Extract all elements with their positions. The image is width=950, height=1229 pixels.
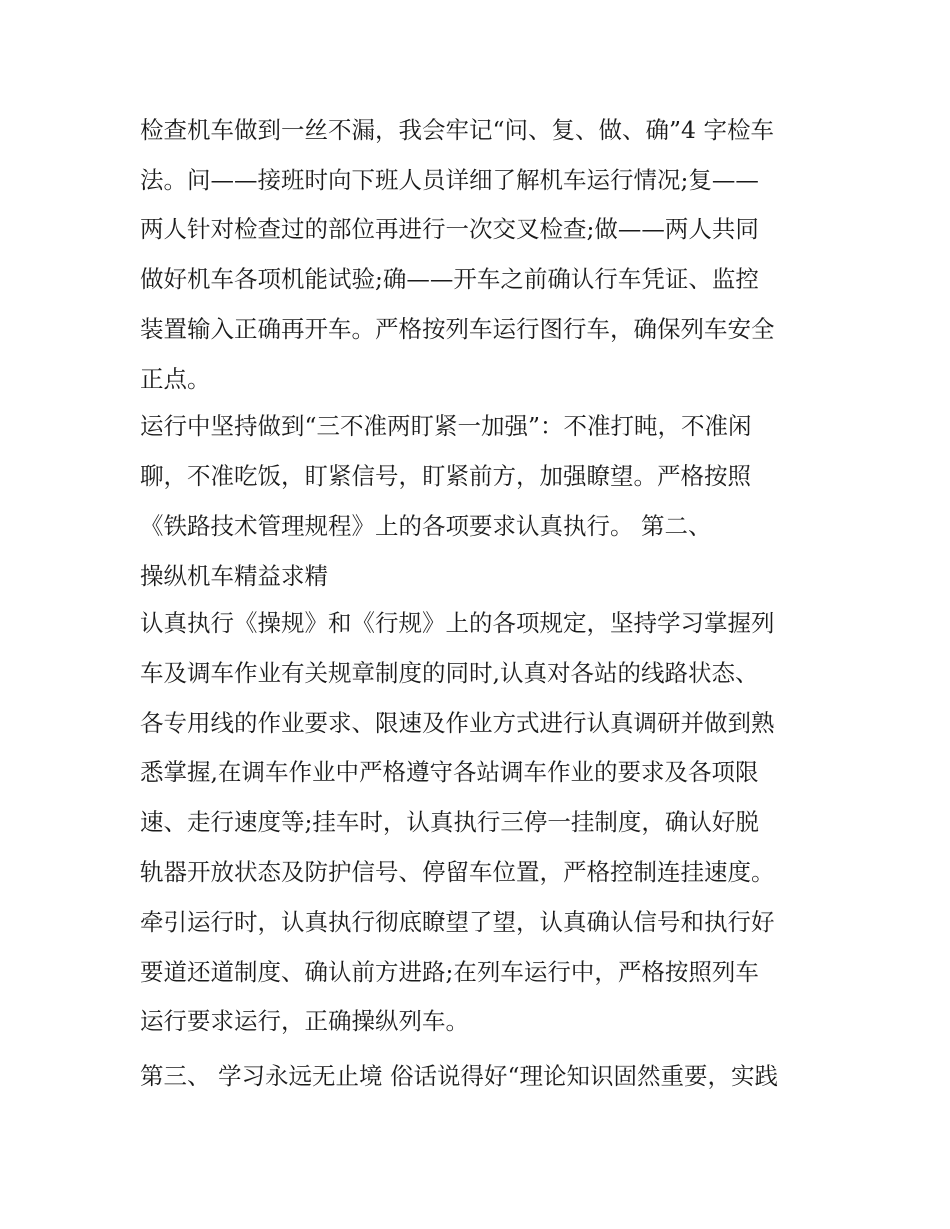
- text-line: 运行中坚持做到“三不准两盯紧一加强”：不准打盹，不准闲: [140, 412, 752, 440]
- section-heading: 操纵机车精益求精: [140, 562, 328, 590]
- text-line: 做好机车各项机能试验;确——开车之前确认行车凭证、监控: [140, 265, 759, 293]
- text-line: 速、走行速度等;挂车时，认真执行三停一挂制度，确认好脱: [140, 808, 759, 836]
- text-line: 《铁路技术管理规程》上的各项要求认真执行。 第二、: [140, 512, 712, 540]
- text-line: 要道还道制度、确认前方进路;在列车运行中，严格按照列车: [140, 958, 759, 986]
- text-line: 牵引运行时，认真执行彻底瞭望了望，认真确认信号和执行好: [140, 908, 775, 936]
- text-line: 各专用线的作业要求、限速及作业方式进行认真调研并做到熟: [140, 709, 775, 737]
- text-line: 运行要求运行，正确操纵列车。: [140, 1007, 469, 1035]
- text-line: 认真执行《操规》和《行规》上的各项规定，坚持学习掌握列: [140, 609, 775, 637]
- text-line: 聊，不准吃饭，盯紧信号，盯紧前方，加强瞭望。严格按照: [140, 462, 751, 490]
- text-line: 第三、 学习永远无止境 俗话说得好“理论知识固然重要，实践: [140, 1062, 778, 1090]
- text-line: 车及调车作业有关规章制度的同时,认真对各站的线路状态、: [140, 659, 759, 687]
- text-line: 装置输入正确再开车。严格按列车运行图行车，确保列车安全: [140, 315, 775, 343]
- text-line: 悉掌握,在调车作业中严格遵守各站调车作业的要求及各项限: [140, 758, 759, 786]
- text-line: 轨器开放状态及防护信号、停留车位置，严格控制连挂速度。: [140, 858, 775, 886]
- text-line: 两人针对检查过的部位再进行一次交叉检查;做——两人共同: [140, 215, 759, 243]
- text-line: 检查机车做到一丝不漏，我会牢记“问、复、做、确”4 字检车: [140, 116, 774, 144]
- text-line: 正点。: [140, 365, 211, 393]
- text-line: 法。问——接班时向下班人员详细了解机车运行情况;复——: [140, 166, 759, 194]
